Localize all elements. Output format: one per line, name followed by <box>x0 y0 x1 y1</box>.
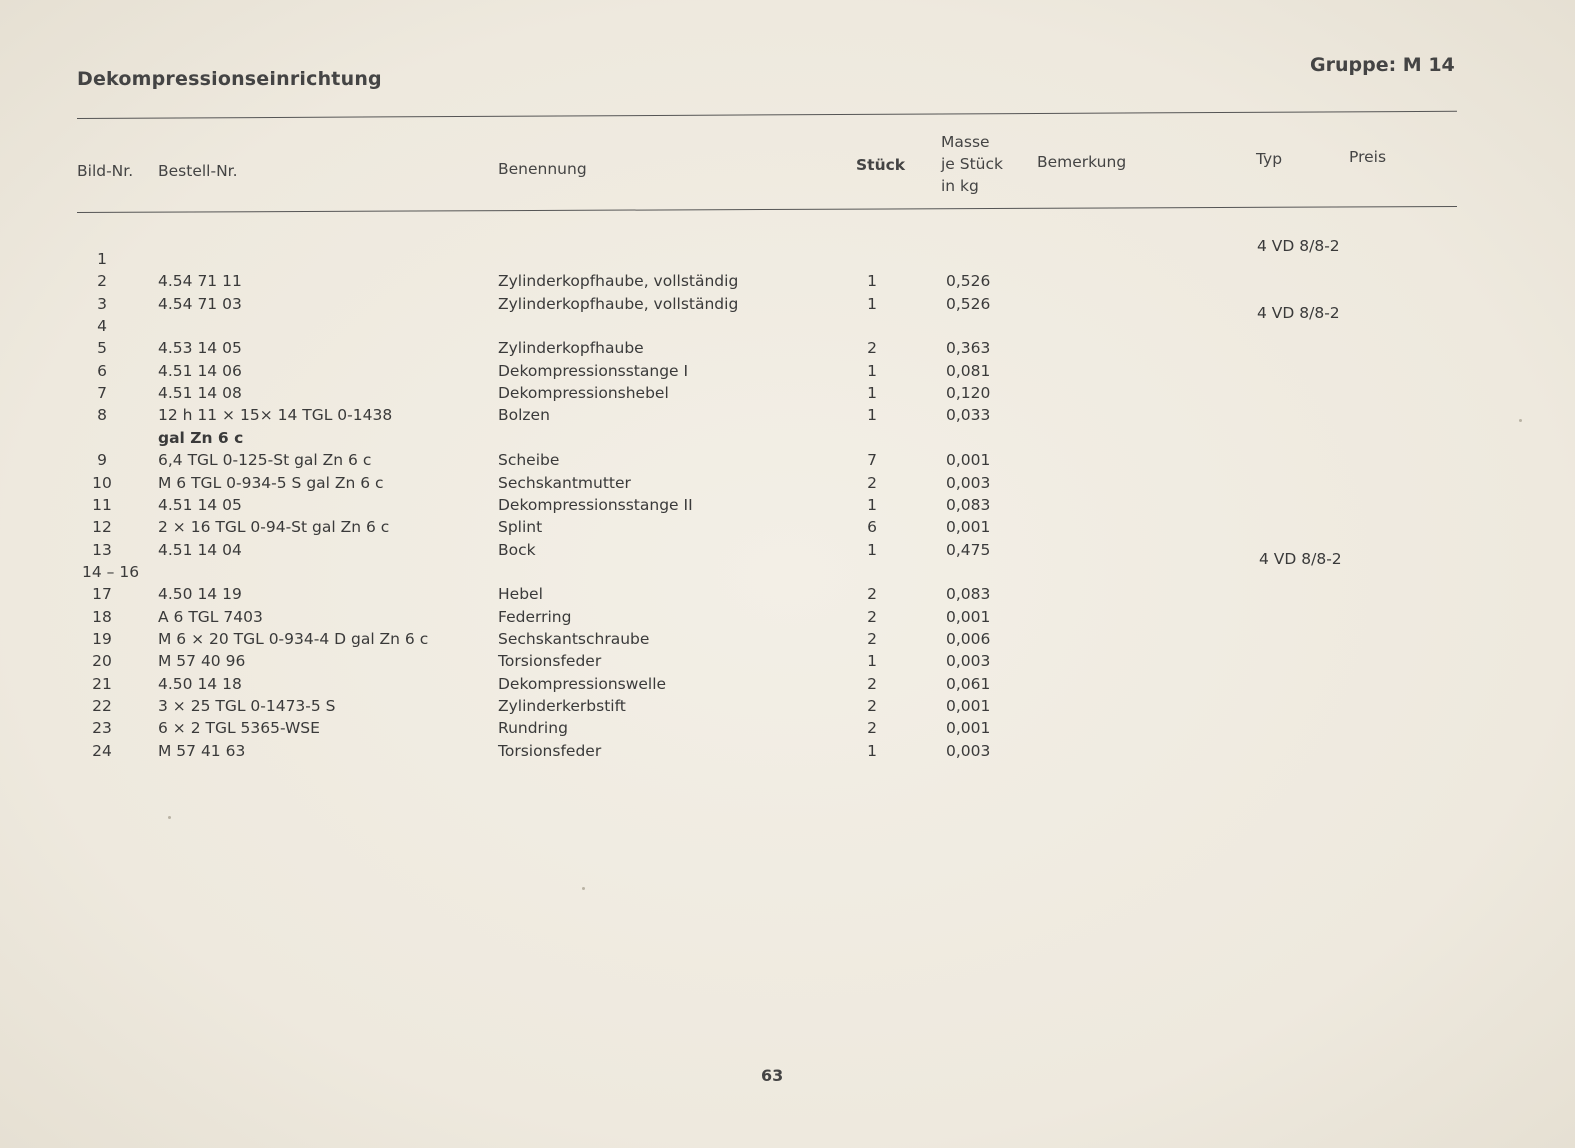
bild-nr-cell: 24 <box>92 741 112 760</box>
bild-nr-cell: 6 <box>97 361 107 380</box>
benennung-cell: Scheibe <box>498 451 560 470</box>
col-header-stueck: Stück <box>856 156 906 174</box>
table-row <box>0 630 1575 652</box>
masse-cell: 0,003 <box>946 473 991 492</box>
paper-speck <box>168 816 171 819</box>
bestell-nr-cell: 4.54 71 03 <box>158 294 242 313</box>
masse-cell: 0,526 <box>946 272 991 291</box>
benennung-cell: Dekompressionsstange II <box>498 495 693 514</box>
stueck-cell: 1 <box>867 652 877 671</box>
masse-cell: 0,061 <box>946 674 991 693</box>
stueck-cell: 7 <box>867 451 877 470</box>
col-header-bild: Bild-Nr. <box>77 162 134 180</box>
stueck-cell: 1 <box>867 384 877 403</box>
bild-nr-cell: 3 <box>97 294 107 313</box>
benennung-cell: Torsionsfeder <box>498 652 602 671</box>
stueck-cell: 2 <box>867 339 877 358</box>
benennung-cell: Dekompressionshebel <box>498 384 669 403</box>
bestell-nr-cell: M 6 × 20 TGL 0-934-4 D gal Zn 6 c <box>158 629 429 648</box>
masse-cell: 0,001 <box>946 607 991 626</box>
stueck-cell: 1 <box>867 741 877 760</box>
table-row <box>0 518 1575 540</box>
benennung-cell: Zylinderkopfhaube, vollständig <box>498 272 739 291</box>
bild-nr-cell: 14 – 16 <box>82 562 140 581</box>
bild-nr-cell: 13 <box>92 540 112 559</box>
masse-cell: 0,001 <box>946 719 991 738</box>
bild-nr-cell: 2 <box>97 272 107 291</box>
table-row <box>0 474 1575 496</box>
table-row <box>0 675 1575 697</box>
benennung-cell: Zylinderkopfhaube <box>498 339 644 358</box>
bild-nr-cell: 1 <box>97 250 107 268</box>
benennung-cell: Hebel <box>498 585 543 604</box>
bild-nr-cell: 18 <box>92 607 112 626</box>
stueck-cell: 6 <box>867 518 877 537</box>
bild-nr-cell: 20 <box>92 652 112 671</box>
stueck-cell: 1 <box>867 540 877 559</box>
bestell-nr-cell: 12 h 11 × 15× 14 TGL 0-1438 <box>158 406 393 425</box>
masse-cell: 0,003 <box>946 652 991 671</box>
benennung-cell: Bolzen <box>498 406 550 425</box>
table-row <box>0 652 1575 674</box>
typ-note: 4 VD 8/8-2 <box>1259 550 1342 568</box>
table-row <box>0 585 1575 607</box>
bestell-nr-cell: 4.51 14 06 <box>158 361 242 380</box>
benennung-cell: Sechskantmutter <box>498 473 631 492</box>
paper-speck <box>582 887 585 890</box>
col-header-masse-line-1: Masse <box>941 133 990 151</box>
bestell-nr-cell: M 57 40 96 <box>158 652 246 671</box>
masse-cell: 0,120 <box>946 384 991 403</box>
bestell-nr-cell: 4.50 14 19 <box>158 585 242 604</box>
masse-cell: 0,083 <box>946 585 991 604</box>
bestell-nr-cell: 4.51 14 05 <box>158 495 242 514</box>
bestell-nr-cell: 2 × 16 TGL 0-94-St gal Zn 6 c <box>158 518 390 537</box>
bild-nr-cell: 21 <box>92 674 112 693</box>
typ-note: 4 VD 8/8-2 <box>1257 304 1340 322</box>
col-header-benennung: Benennung <box>498 160 587 178</box>
bestell-nr-cell: 4.51 14 04 <box>158 540 242 559</box>
bild-nr-cell: 10 <box>92 473 112 492</box>
col-header-masse-line-3: in kg <box>941 177 979 195</box>
masse-cell: 0,033 <box>946 406 991 425</box>
bild-nr-cell: 8 <box>97 406 107 425</box>
bestell-nr-cell: M 6 TGL 0-934-5 S gal Zn 6 c <box>158 473 384 492</box>
col-header-bestell: Bestell-Nr. <box>158 162 238 180</box>
table-row <box>0 339 1575 361</box>
table-row <box>0 384 1575 406</box>
benennung-cell: Dekompressionsstange I <box>498 361 689 380</box>
masse-cell: 0,001 <box>946 518 991 537</box>
benennung-cell: Zylinderkopfhaube, vollständig <box>498 294 739 313</box>
stueck-cell: 2 <box>867 719 877 738</box>
masse-cell: 0,003 <box>946 741 991 760</box>
table-row <box>0 697 1575 719</box>
stueck-cell: 2 <box>867 473 877 492</box>
stueck-cell: 2 <box>867 629 877 648</box>
bestell-nr-cell: 4.51 14 08 <box>158 384 242 403</box>
col-header-typ: Typ <box>1256 150 1283 168</box>
paper-speck <box>1519 419 1522 422</box>
bestell-nr-cell: gal Zn 6 c <box>158 428 244 447</box>
stueck-cell: 1 <box>867 294 877 313</box>
benennung-cell: Dekompressionswelle <box>498 674 667 693</box>
table-row <box>0 496 1575 518</box>
bild-nr-cell: 17 <box>92 585 112 604</box>
masse-cell: 0,006 <box>946 629 991 648</box>
benennung-cell: Bock <box>498 540 536 559</box>
page-title: Dekompressionseinrichtung <box>77 68 382 90</box>
table-row <box>0 272 1575 294</box>
bild-nr-cell: 23 <box>92 719 112 738</box>
bild-nr-cell: 12 <box>92 518 112 537</box>
masse-cell: 0,083 <box>946 495 991 514</box>
typ-note: 4 VD 8/8-2 <box>1257 237 1340 255</box>
bild-nr-cell: 22 <box>92 697 112 715</box>
bestell-nr-cell: A 6 TGL 7403 <box>158 607 263 626</box>
benennung-cell: Zylinderkerbstift <box>498 697 626 715</box>
stueck-cell: 1 <box>867 406 877 425</box>
bestell-nr-cell: 3 × 25 TGL 0-1473-5 S <box>158 697 336 715</box>
bestell-nr-cell: M 57 41 63 <box>158 741 246 760</box>
masse-cell: 0,081 <box>946 361 991 380</box>
header-bottom-rule <box>77 206 1457 213</box>
group-label: Gruppe: M 14 <box>1310 54 1455 76</box>
bestell-nr-cell: 4.50 14 18 <box>158 674 242 693</box>
masse-cell: 0,001 <box>946 451 991 470</box>
bild-nr-cell: 4 <box>97 317 107 336</box>
col-header-masse <box>941 131 1003 197</box>
bestell-nr-cell: 4.54 71 11 <box>158 272 242 291</box>
col-header-preis: Preis <box>1349 148 1387 166</box>
benennung-cell: Sechskantschraube <box>498 629 650 648</box>
table-row <box>0 429 1575 451</box>
benennung-cell: Rundring <box>498 719 568 738</box>
table-row <box>0 362 1575 384</box>
stueck-cell: 2 <box>867 607 877 626</box>
stueck-cell: 2 <box>867 585 877 604</box>
stueck-cell: 1 <box>867 361 877 380</box>
masse-cell: 0,001 <box>946 697 991 715</box>
masse-cell: 0,475 <box>946 540 991 559</box>
bild-nr-cell: 19 <box>92 629 112 648</box>
header-top-rule <box>77 111 1457 119</box>
page-number: 63 <box>761 1066 784 1085</box>
bestell-nr-cell: 6 × 2 TGL 5365-WSE <box>158 719 320 738</box>
benennung-cell: Federring <box>498 607 572 626</box>
masse-cell: 0,363 <box>946 339 991 358</box>
stueck-cell: 2 <box>867 674 877 693</box>
stueck-cell: 2 <box>867 697 877 715</box>
bild-nr-cell: 9 <box>97 451 107 470</box>
bestell-nr-cell: 4.53 14 05 <box>158 339 242 358</box>
stueck-cell: 1 <box>867 272 877 291</box>
stueck-cell: 1 <box>867 495 877 514</box>
table-row <box>0 719 1575 741</box>
masse-cell: 0,526 <box>946 294 991 313</box>
bestell-nr-cell: 6,4 TGL 0-125-St gal Zn 6 c <box>158 451 372 470</box>
table-row <box>0 742 1575 764</box>
bild-nr-cell: 5 <box>97 339 107 358</box>
bild-nr-cell: 11 <box>92 495 112 514</box>
col-header-bemerkung: Bemerkung <box>1037 153 1127 171</box>
table-row <box>0 608 1575 630</box>
bild-nr-cell: 7 <box>97 384 107 403</box>
col-header-masse-line-2: je Stück <box>941 155 1004 173</box>
table-row <box>0 451 1575 473</box>
table-row <box>0 406 1575 428</box>
benennung-cell: Torsionsfeder <box>498 741 602 760</box>
benennung-cell: Splint <box>498 518 543 537</box>
